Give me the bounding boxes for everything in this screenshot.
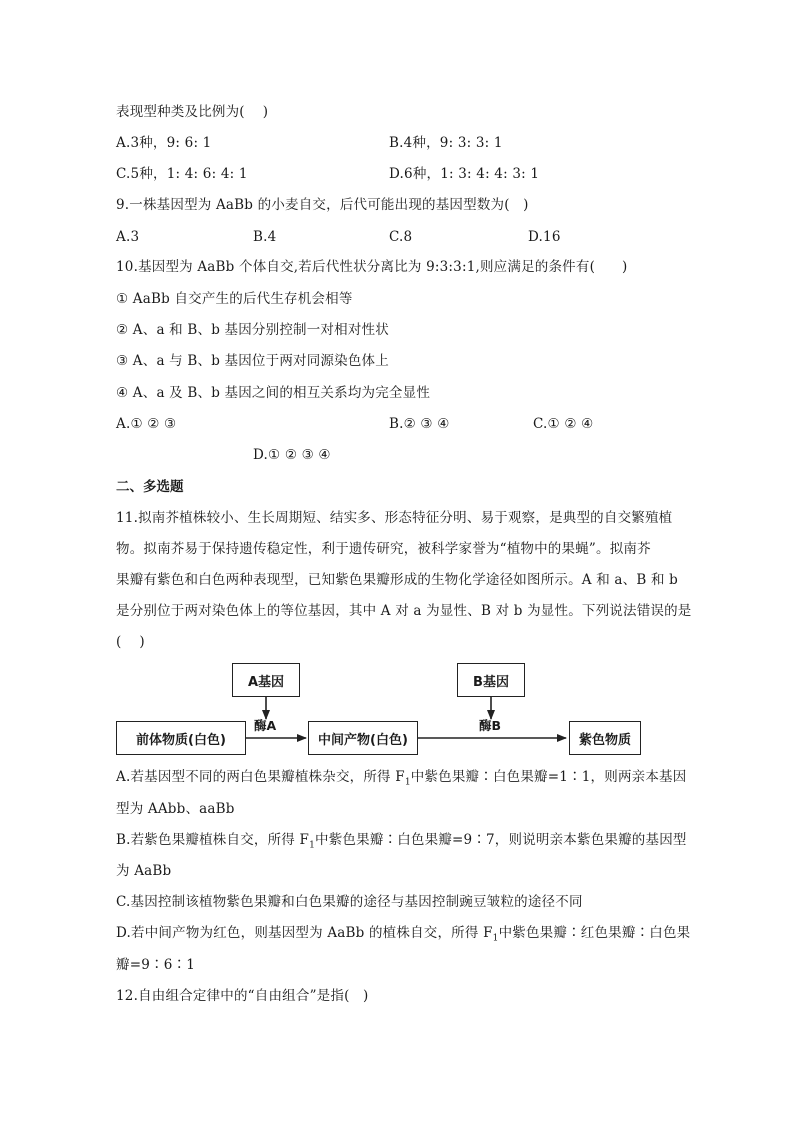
q8-option-a: A.3种，9: 6: 1 bbox=[116, 135, 212, 151]
gene-b-box: B基因 bbox=[457, 663, 525, 697]
q10-option-b: B.② ③ ④ bbox=[389, 416, 450, 432]
q11-option-d-line-2: 瓣=9∶6∶1 bbox=[116, 957, 195, 973]
q11-option-b-subscript: 1 bbox=[309, 840, 316, 851]
q8-option-b: B.4种，9: 3: 3: 1 bbox=[389, 135, 503, 151]
q11-option-a-subscript: 1 bbox=[404, 777, 411, 788]
q11-option-b-rest: 中紫色果瓣∶白色果瓣=9∶7，则说明亲本紫色果瓣的基因型 bbox=[315, 832, 687, 848]
q11-option-d-rest: 中紫色果瓣∶红色果瓣∶白色果 bbox=[498, 925, 691, 941]
q10-condition-3: ③ A、a 与 B、b 基因位于两对同源染色体上 bbox=[116, 353, 389, 369]
q11-stem-line-2: 物。拟南芥易于保持遗传稳定性，利于遗传研究，被科学家誉为“植物中的果蝇”。拟南芥 bbox=[116, 541, 651, 557]
q11-option-b-line-2: 为 AaBb bbox=[116, 863, 172, 879]
q11-option-b bbox=[116, 831, 687, 855]
q11-option-d-subscript: 1 bbox=[492, 933, 499, 944]
q11-option-a-line-2: 型为 AAbb、aaBb bbox=[116, 801, 235, 817]
q9-option-c: C.8 bbox=[389, 229, 413, 245]
gene-a-box: A基因 bbox=[232, 663, 300, 697]
section-heading-multiple-choice: 二、多选题 bbox=[116, 479, 184, 495]
q10-option-d: D.① ② ③ ④ bbox=[253, 447, 331, 463]
q11-stem-line-1: 11.拟南芥植株较小、生长周期短、结实多、形态特征分明、易于观察，是典型的自交繁殖植 bbox=[116, 510, 673, 526]
q11-stem-line-4: 是分别位于两对染色体上的等位基因，其中 A 对 a 为显性、B 对 b 为显性。下列说法错误的是 bbox=[116, 603, 692, 619]
q11-option-d bbox=[116, 924, 690, 948]
enzyme-a-label: 酶A bbox=[254, 718, 277, 733]
precursor-box: 前体物质(白色) bbox=[116, 721, 246, 755]
q11-option-a-rest: 中紫色果瓣∶白色果瓣=1∶1，则两亲本基因 bbox=[410, 769, 687, 785]
q11-option-d-prefix: D.若中间产物为红色，则基因型为 AaBb 的植株自交，所得 F bbox=[116, 925, 493, 941]
purple-product-box: 紫色物质 bbox=[569, 721, 641, 755]
q8-stem-tail: 表现型种类及比例为( ) bbox=[116, 104, 269, 120]
q9-option-b: B.4 bbox=[253, 229, 277, 245]
intermediate-box: 中间产物(白色) bbox=[308, 721, 418, 755]
q9-option-a: A.3 bbox=[116, 229, 140, 245]
q8-option-c: C.5种，1: 4: 6: 4: 1 bbox=[116, 166, 248, 182]
q10-option-a: A.① ② ③ bbox=[116, 416, 177, 432]
q10-option-c: C.① ② ④ bbox=[533, 416, 594, 432]
q10-stem: 10.基因型为 AaBb 个体自交,若后代性状分离比为 9:3:3:1,则应满足的条件有( ) bbox=[116, 259, 628, 275]
q11-option-c: C.基因控制该植物紫色果瓣和白色果瓣的途径与基因控制豌豆皱粒的途径不同 bbox=[116, 894, 583, 910]
q9-stem: 9.一株基因型为 AaBb 的小麦自交，后代可能出现的基因型数为( ) bbox=[116, 197, 529, 213]
q10-condition-2: ② A、a 和 B、b 基因分别控制一对相对性状 bbox=[116, 322, 389, 338]
q11-stem-line-3: 果瓣有紫色和白色两种表现型，已知紫色果瓣形成的生物化学途径如图所示。A 和 a、B 和 b bbox=[116, 572, 679, 588]
q11-option-a-prefix: A.若基因型不同的两白色果瓣植株杂交，所得 F bbox=[116, 769, 405, 785]
q10-condition-1: ① AaBb 自交产生的后代生存机会相等 bbox=[116, 291, 353, 307]
q11-stem-line-5: ( ) bbox=[116, 634, 145, 650]
q9-option-d: D.16 bbox=[528, 229, 561, 245]
q12-stem: 12.自由组合定律中的“自由组合”是指( ) bbox=[116, 988, 369, 1004]
q11-option-a bbox=[116, 768, 686, 792]
q8-option-d: D.6种，1: 3: 4: 4: 3: 1 bbox=[389, 166, 540, 182]
q10-condition-4: ④ A、a 及 B、b 基因之间的相互关系均为完全显性 bbox=[116, 385, 431, 401]
enzyme-b-label: 酶B bbox=[479, 718, 502, 733]
q11-option-b-prefix: B.若紫色果瓣植株自交，所得 F bbox=[116, 832, 310, 848]
